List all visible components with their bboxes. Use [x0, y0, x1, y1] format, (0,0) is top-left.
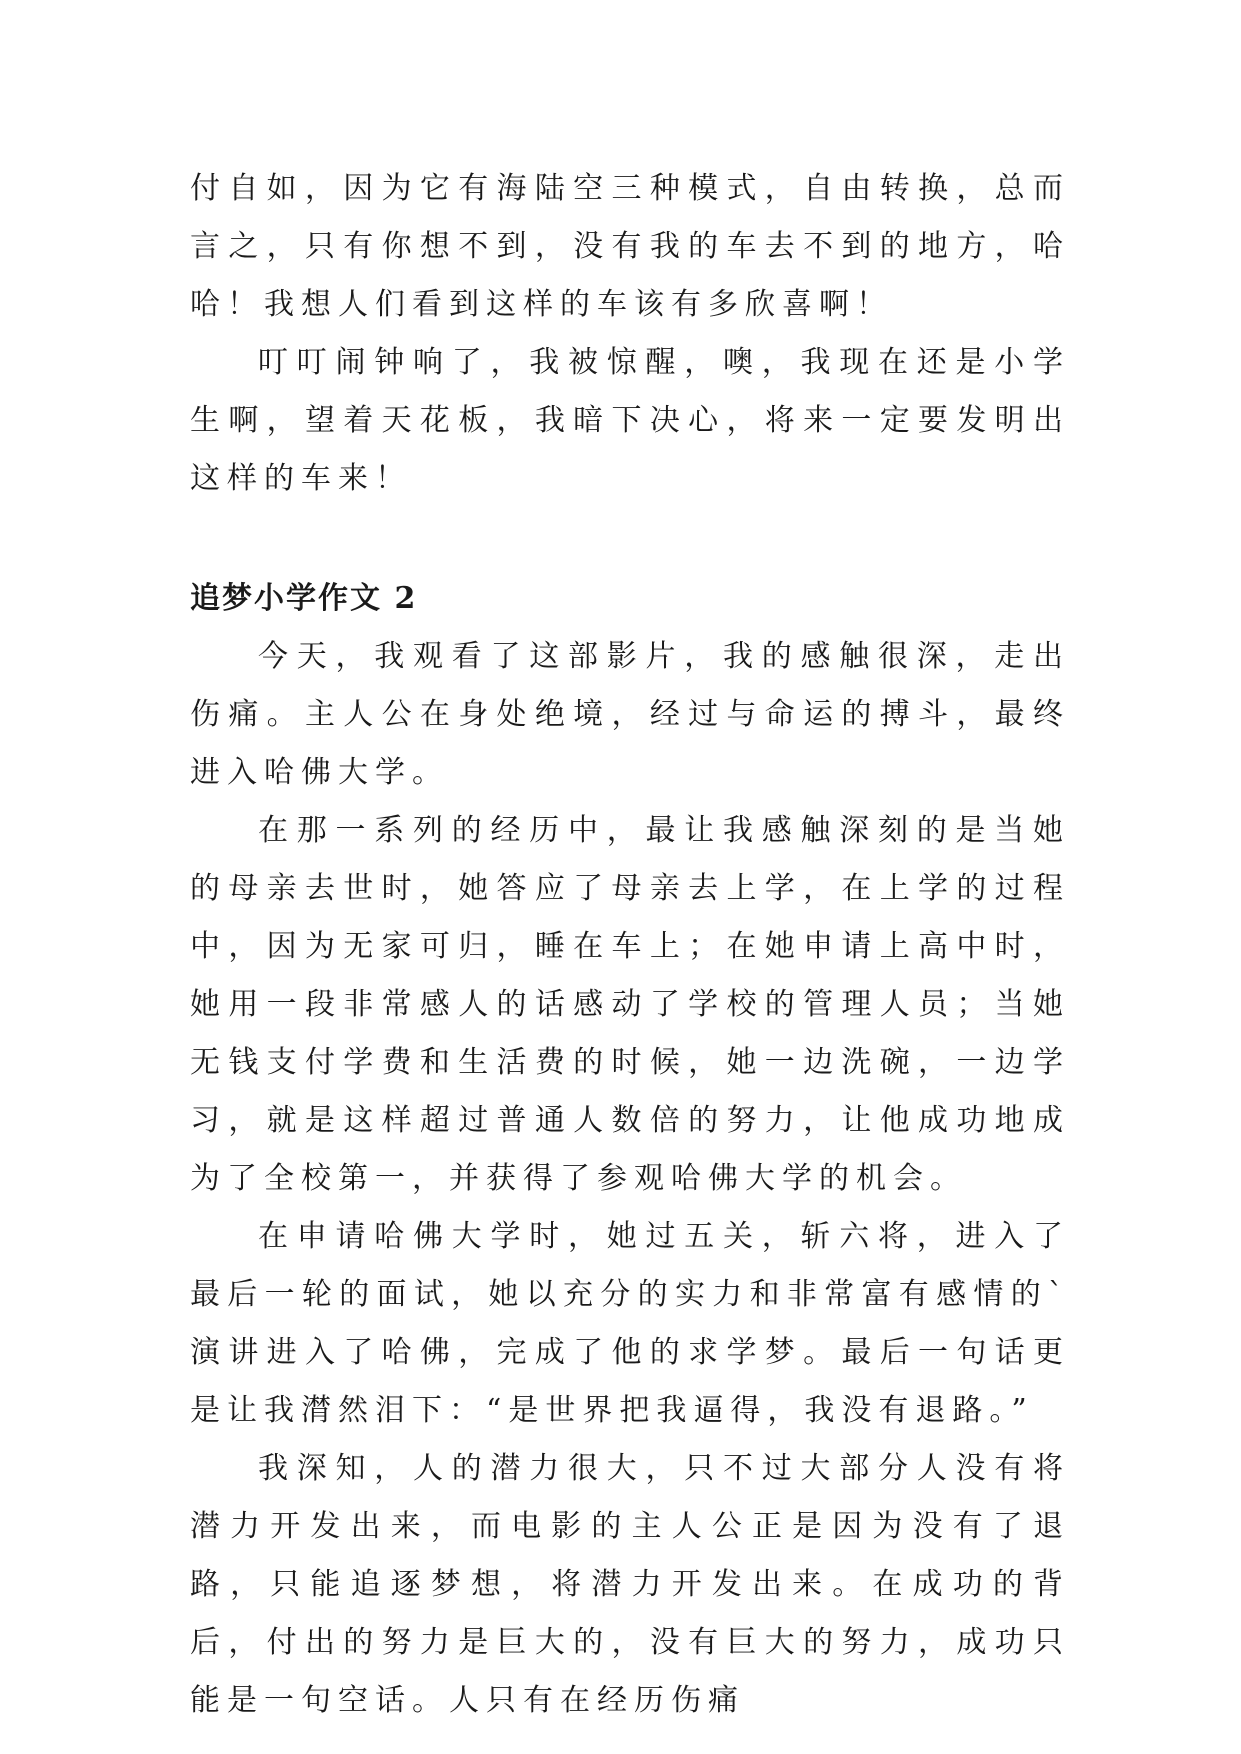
- paragraph: 今天，我观看了这部影片，我的感触很深，走出伤痛。主人公在身处绝境，经过与命运的搏斗，最终进入哈佛大学。: [190, 639, 1070, 790]
- paragraph: 在那一系列的经历中，最让我感触深刻的是当她的母亲去世时，她答应了母亲去上学，在上学的过程中，因为无家可归，睡在车上；在她申请上高中时，她用一段非常感人的话感动了学校的管理人员；当她无钱支付学费和生活费的时候，她一边洗碗，一边学习，就是这样超过普通人数倍的努力，让他成功地成为了全校第一，并获得了参观哈佛大学的机会。: [190, 813, 1070, 1196]
- section-title: 追梦小学作文 2: [190, 581, 418, 616]
- paragraph: 付自如，因为它有海陆空三种模式，自由转换，总而言之，只有你想不到，没有我的车去不到的地方，哈哈！我想人们看到这样的车该有多欣喜啊！: [190, 171, 1070, 322]
- paragraph: 我深知，人的潜力很大，只不过大部分人没有将潜力开发出来，而电影的主人公正是因为没有了退路，只能追逐梦想，将潜力开发出来。在成功的背后，付出的努力是巨大的，没有巨大的努力，成功只能是一句空话。人只有在经历伤痛: [190, 1451, 1070, 1718]
- document-body: [190, 160, 1070, 1730]
- paragraph: 叮叮闹钟响了，我被惊醒，噢，我现在还是小学生啊，望着天花板，我暗下决心，将来一定要发明出这样的车来！: [190, 345, 1070, 496]
- paragraph: 在申请哈佛大学时，她过五关，斩六将，进入了最后一轮的面试，她以充分的实力和非常富有感情的`演讲进入了哈佛，完成了他的求学梦。最后一句话更是让我潸然泪下：“是世界把我逼得，我没有退路。”: [190, 1219, 1070, 1428]
